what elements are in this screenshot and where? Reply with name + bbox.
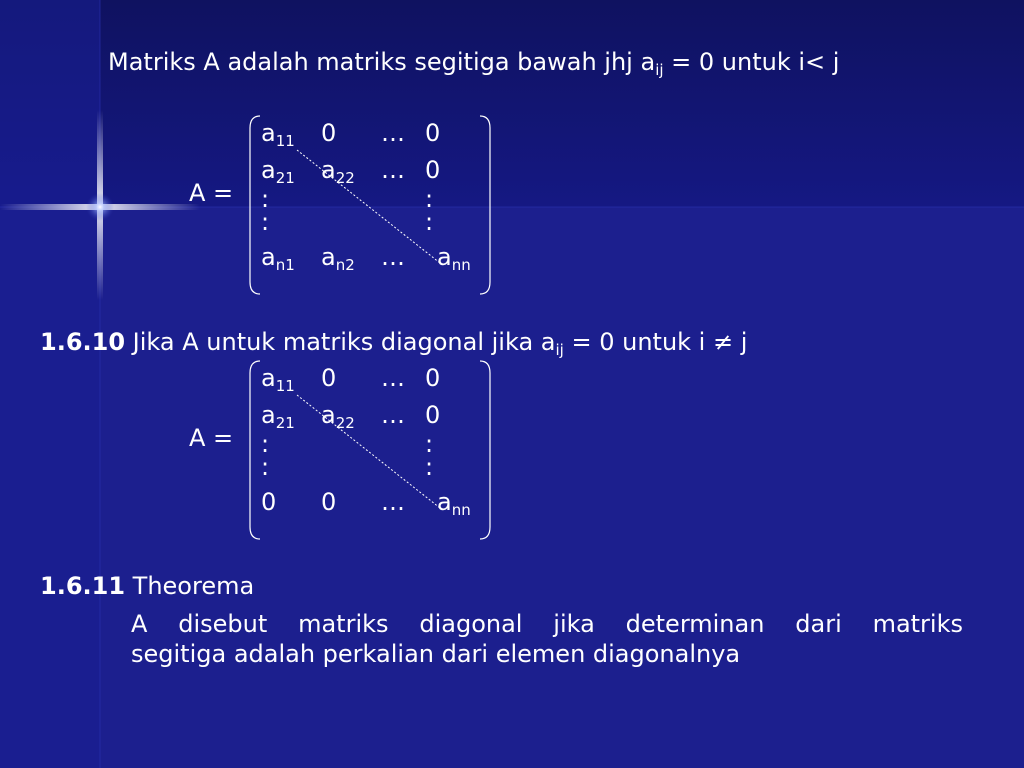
matrix-entry-base: a xyxy=(321,401,336,429)
matrix2-cell-r5-c2 xyxy=(321,487,336,517)
matrix-1-diagonal-line xyxy=(295,148,445,268)
matrix-entry-subscript: 11 xyxy=(275,377,295,395)
matrix-entry-base: a xyxy=(261,119,276,147)
matrix-2-diagonal-line xyxy=(295,393,445,513)
matrix2-cell-r5-c3 xyxy=(381,487,405,517)
matrix1-cell-r5-c4 xyxy=(437,242,471,272)
matrix2-cell-r4-c1 xyxy=(261,452,269,482)
matrix2-cell-r1-c1 xyxy=(261,363,295,393)
matrix1-cell-r2-c4 xyxy=(425,155,440,185)
left-band xyxy=(0,0,100,768)
matrix-entry-base: 0 xyxy=(321,488,337,516)
section-1610-number: 1.6.10 xyxy=(40,328,126,356)
matrix-entry-base: … xyxy=(381,364,405,392)
matrix2-cell-r1-c2 xyxy=(321,363,336,393)
matrix-entry-base: … xyxy=(381,119,405,147)
section-1611-number: 1.6.11 xyxy=(40,572,126,600)
matrix-entry-base: … xyxy=(381,156,405,184)
matrix-entry-base: a xyxy=(321,243,336,271)
matrix-entry-base: 0 xyxy=(425,364,441,392)
matrix1-cell-r2-c2 xyxy=(321,155,355,185)
matrix-entry-subscript: 21 xyxy=(275,414,295,432)
matrix-entry-subscript: nn xyxy=(451,256,471,274)
matrix-entry-base: a xyxy=(261,401,276,429)
matrix-entry-base: … xyxy=(381,243,405,271)
matrix-entry-base: 0 xyxy=(425,401,441,429)
matrix-entry-subscript: 11 xyxy=(275,132,295,150)
section-1611-line-1: A disebut matriks diagonal jika determinan dari matriks xyxy=(131,610,963,638)
matrix-entry-subscript: nn xyxy=(451,501,471,519)
section-1610-text: Jika A untuk matriks diagonal jika a xyxy=(125,328,556,356)
matrix-entry-base: a xyxy=(261,364,276,392)
section-1611-heading xyxy=(40,571,254,601)
matrix-entry-base: 0 xyxy=(425,119,441,147)
matrix2-cell-r2-c1 xyxy=(261,400,295,430)
matrix1-cell-r2-c1 xyxy=(261,155,295,185)
matrix-entry-base: a xyxy=(437,488,452,516)
matrix-entry-base: a xyxy=(437,243,452,271)
matrix-entry-base: : xyxy=(425,208,434,236)
intro-line xyxy=(108,47,839,77)
matrix2-cell-r5-c1 xyxy=(261,487,276,517)
matrix-entry-base: 0 xyxy=(321,364,337,392)
section-1610-tail: = 0 untuk i ≠ j xyxy=(563,328,748,356)
matrix2-cell-r1-c3 xyxy=(381,363,405,393)
matrix2-cell-r1-c4 xyxy=(425,363,440,393)
matrix-entry-subscript: n2 xyxy=(335,256,355,274)
intro-subscript: ij xyxy=(655,61,664,79)
matrix-entry-base: : xyxy=(261,185,270,213)
section-1610-line xyxy=(40,327,747,357)
matrix2-cell-r2-c4 xyxy=(425,400,440,430)
matrix1-cell-r4-c4 xyxy=(425,207,433,237)
matrix-entry-base: a xyxy=(261,156,276,184)
matrix-entry-base: : xyxy=(261,430,270,458)
matrix1-cell-r1-c3 xyxy=(381,118,405,148)
matrix1-cell-r5-c2 xyxy=(321,242,355,272)
section-1611-line-2: segitiga adalah perkalian dari elemen diagonalnya xyxy=(131,640,741,668)
matrix1-cell-r5-c1 xyxy=(261,242,295,272)
intro-text: Matriks A adalah matriks segitiga bawah jhj a xyxy=(108,48,656,76)
matrix-entry-base: : xyxy=(425,453,434,481)
matrix-entry-subscript: 22 xyxy=(335,414,355,432)
intro-tail: = 0 untuk i< j xyxy=(663,48,840,76)
matrix1-cell-r5-c3 xyxy=(381,242,405,272)
matrix-2-label: A = xyxy=(189,424,234,452)
section-1611-body xyxy=(131,609,963,669)
matrix1-cell-r4-c1 xyxy=(261,207,269,237)
matrix-entry-base: a xyxy=(261,243,276,271)
matrix-entry-base: 0 xyxy=(261,488,277,516)
matrix-1-label: A = xyxy=(189,179,234,207)
matrix2-cell-r4-c4 xyxy=(425,452,433,482)
matrix-entry-base: … xyxy=(381,488,405,516)
matrix-entry-base: a xyxy=(321,156,336,184)
matrix-entry-base: 0 xyxy=(425,156,441,184)
matrix-entry-base: : xyxy=(261,453,270,481)
matrix-entry-base: : xyxy=(425,430,434,458)
matrix-entry-base: : xyxy=(425,185,434,213)
matrix2-cell-r2-c2 xyxy=(321,400,355,430)
matrix-entry-subscript: n1 xyxy=(275,256,295,274)
matrix-entry-base: 0 xyxy=(321,119,337,147)
matrix1-cell-r2-c3 xyxy=(381,155,405,185)
matrix1-cell-r1-c4 xyxy=(425,118,440,148)
section-1610-subscript: ij xyxy=(555,341,564,359)
section-1611-title: Theorema xyxy=(125,572,255,600)
matrix-entry-base: … xyxy=(381,401,405,429)
matrix2-cell-r2-c3 xyxy=(381,400,405,430)
matrix-entry-subscript: 22 xyxy=(335,169,355,187)
matrix-entry-base: : xyxy=(261,208,270,236)
top-band xyxy=(0,0,1024,207)
matrix1-cell-r1-c2 xyxy=(321,118,336,148)
matrix-entry-subscript: 21 xyxy=(275,169,295,187)
matrix1-cell-r1-c1 xyxy=(261,118,295,148)
matrix2-cell-r5-c4 xyxy=(437,487,471,517)
